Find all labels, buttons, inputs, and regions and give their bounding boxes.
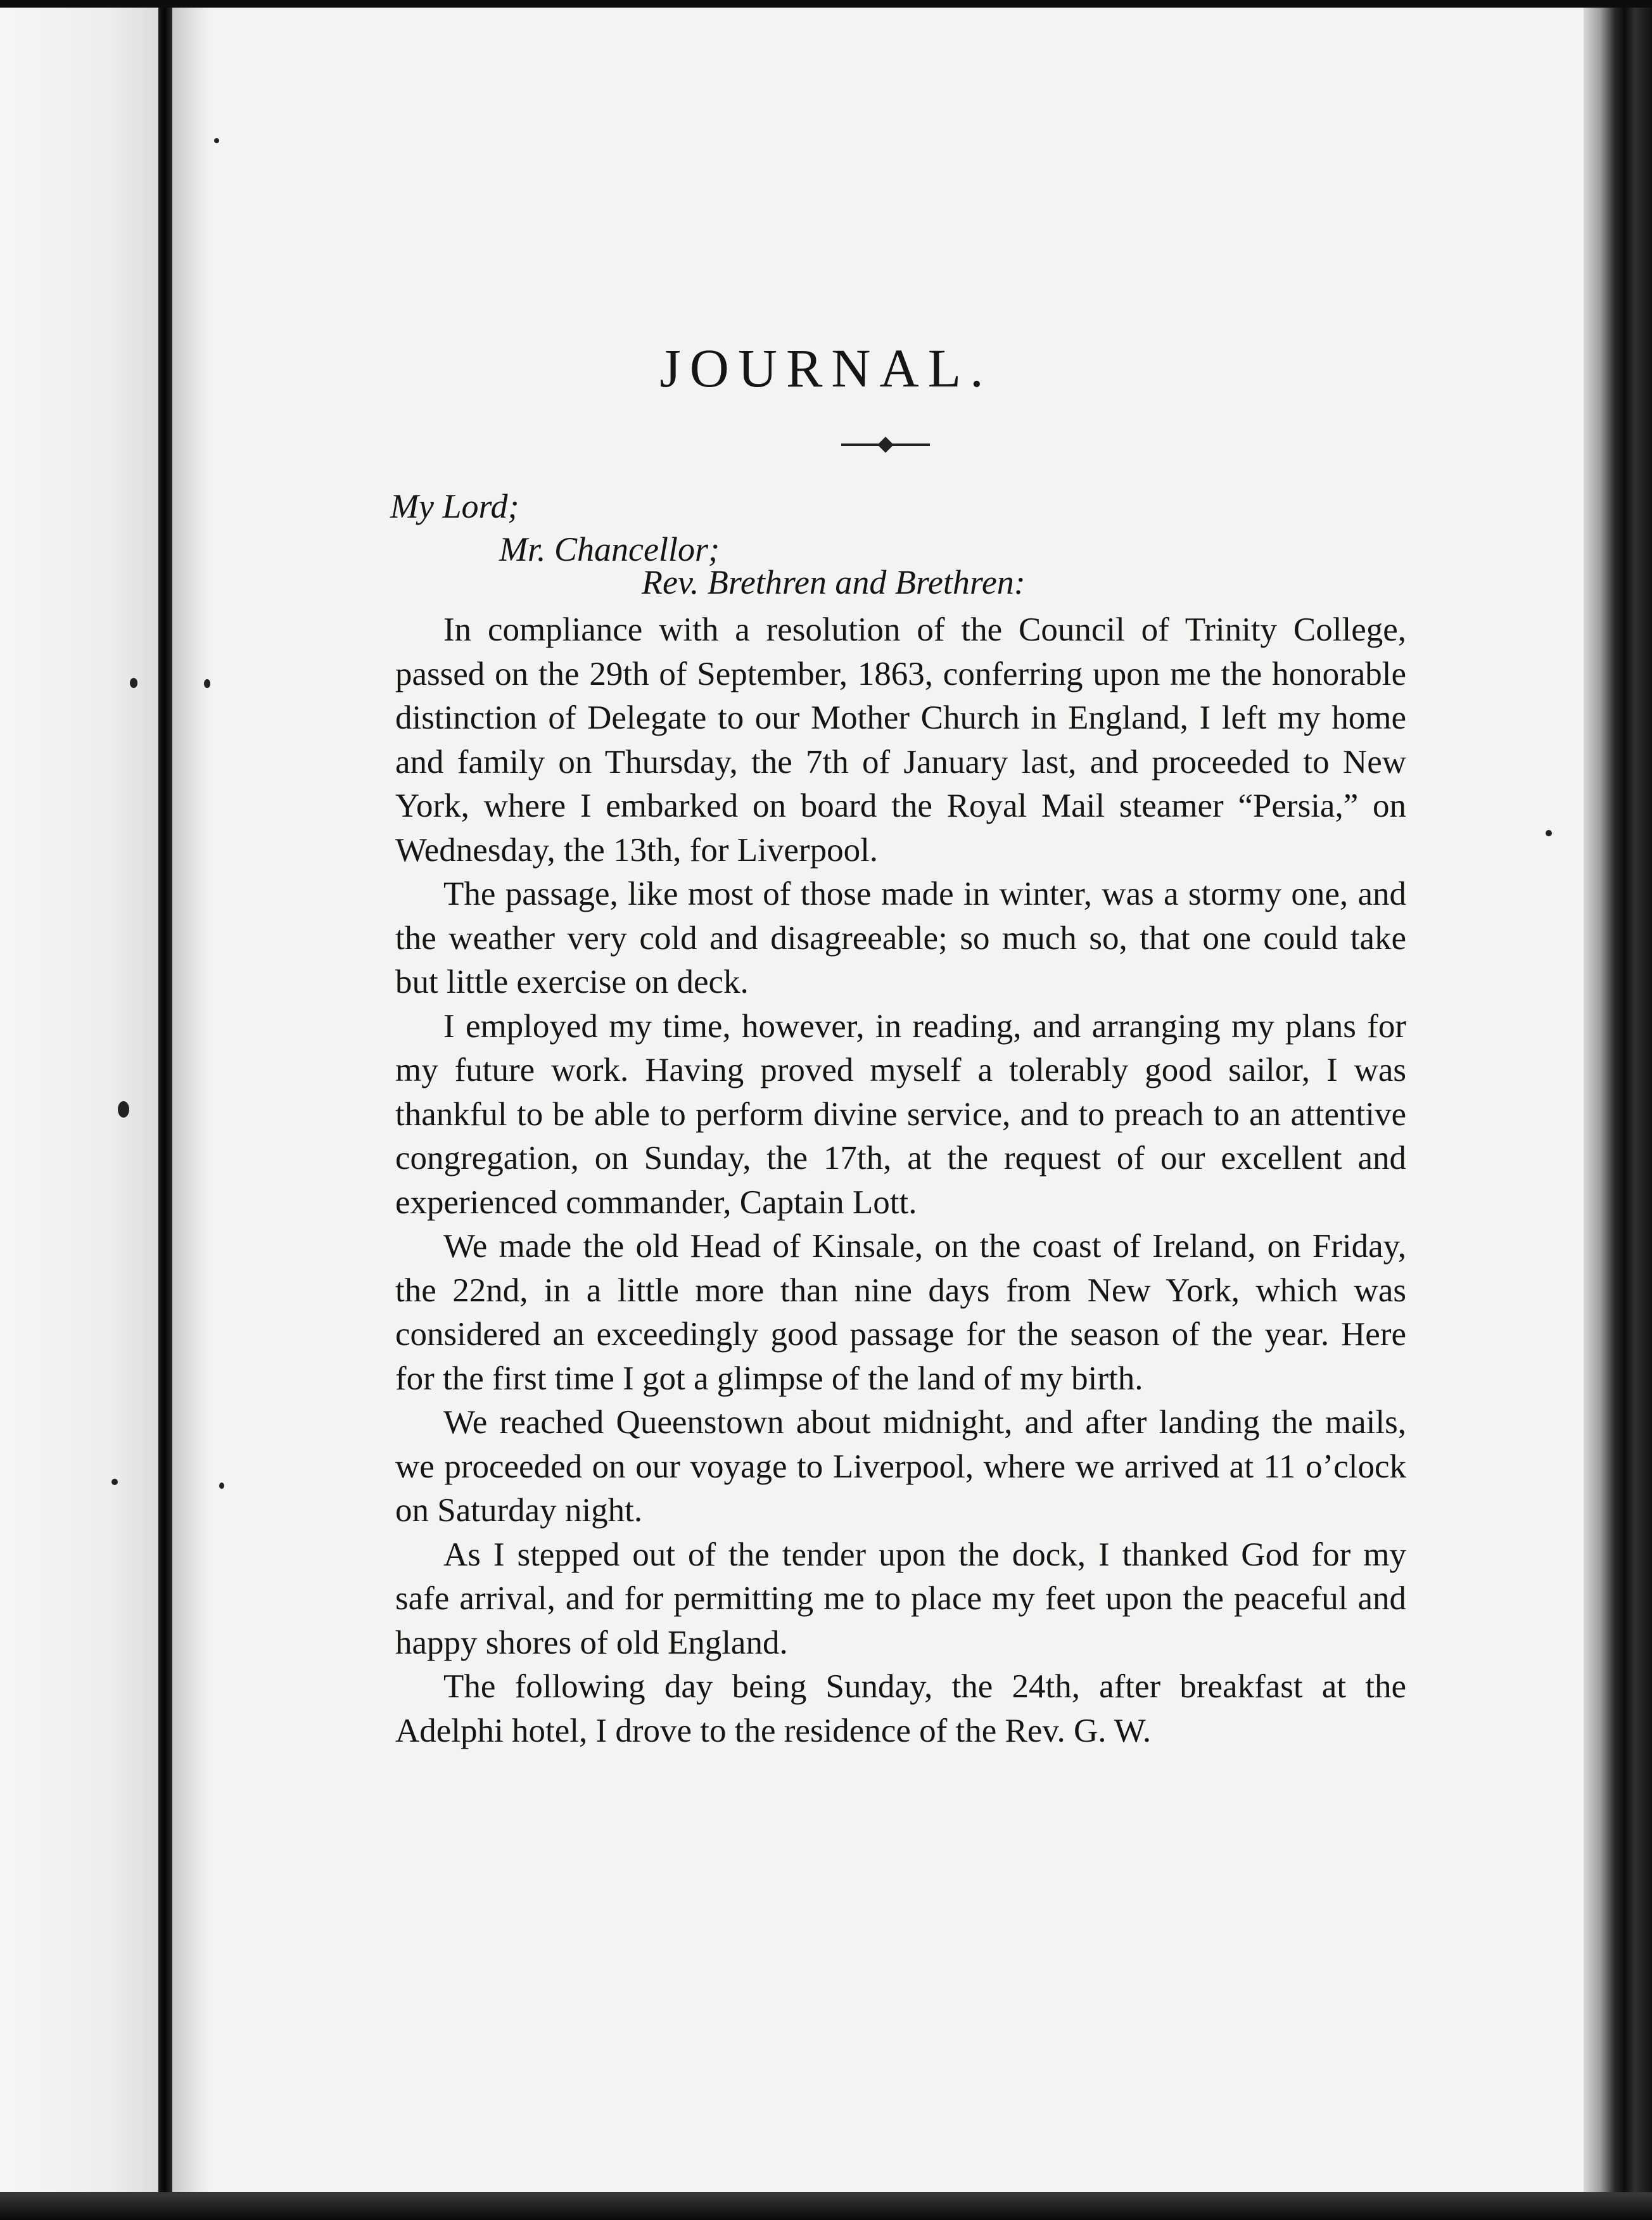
scan-bottom-border [0,2192,1652,2220]
title-rule-ornament [877,437,893,452]
salutation-line-2: Mr. Chancellor; [499,530,720,568]
scan-top-border [0,0,1652,8]
paragraph: As I stepped out of the tender upon the dock, I thanked God for my safe arrival, and for permitting me to place my feet upon the peaceful and happy shores of old England. [395,1536,1406,1661]
paragraph: The following day being Sunday, the 24th, after breakfast at the Adelphi hotel, I drove to the residence of the Rev. G. W. [395,1668,1406,1749]
book-right-edge [1584,0,1652,2220]
facing-page-edge [0,0,158,2220]
gutter-shadow [172,0,210,2220]
paragraph: We made the old Head of Kinsale, on the coast of Ireland, on Friday, the 22nd, in a little more than nine days from New York, which was considered an exceedingly good passage for the season of the year. Here for the first time I got a glimpse of the land of my birth. [395,1228,1406,1397]
journal-body [395,608,1406,1753]
paragraph: We reached Queenstown about midnight, and after landing the mails, we proceeded on our voyage to Liverpool, where we arrived at 11 o’clock on Saturday night. [395,1404,1406,1529]
paragraph: I employed my time, however, in reading, and arranging my plans for my future work. Having proved myself a tolerably good sailor, I was thankful to be able to perform divine service, and to preach to an attentive congregation, on Sunday, the 17th, at the request of our excellent and experienced commander, Captain Lott. [395,1007,1406,1221]
book-gutter [158,0,172,2220]
salutation-line-1: My Lord; [390,487,519,525]
page-title: JOURNAL. [659,338,993,399]
paragraph: In compliance with a resolution of the Council of Trinity College, passed on the 29th of September, 1863, conferring upon me the honorable distinction of Delegate to our Mother Church in England, I left my home and family on Thursday, the 7th of January last, and proceeded to New York, where I embarked on board the Royal Mail steamer “Persia,” on Wednesday, the 13th, for Liverpool. [395,611,1406,869]
salutation-line-3: Rev. Brethren and Brethren: [642,563,1026,601]
paragraph: The passage, like most of those made in winter, was a stormy one, and the weather very cold and disagreeable; so much so, that one could take but little exercise on deck. [395,876,1406,1000]
